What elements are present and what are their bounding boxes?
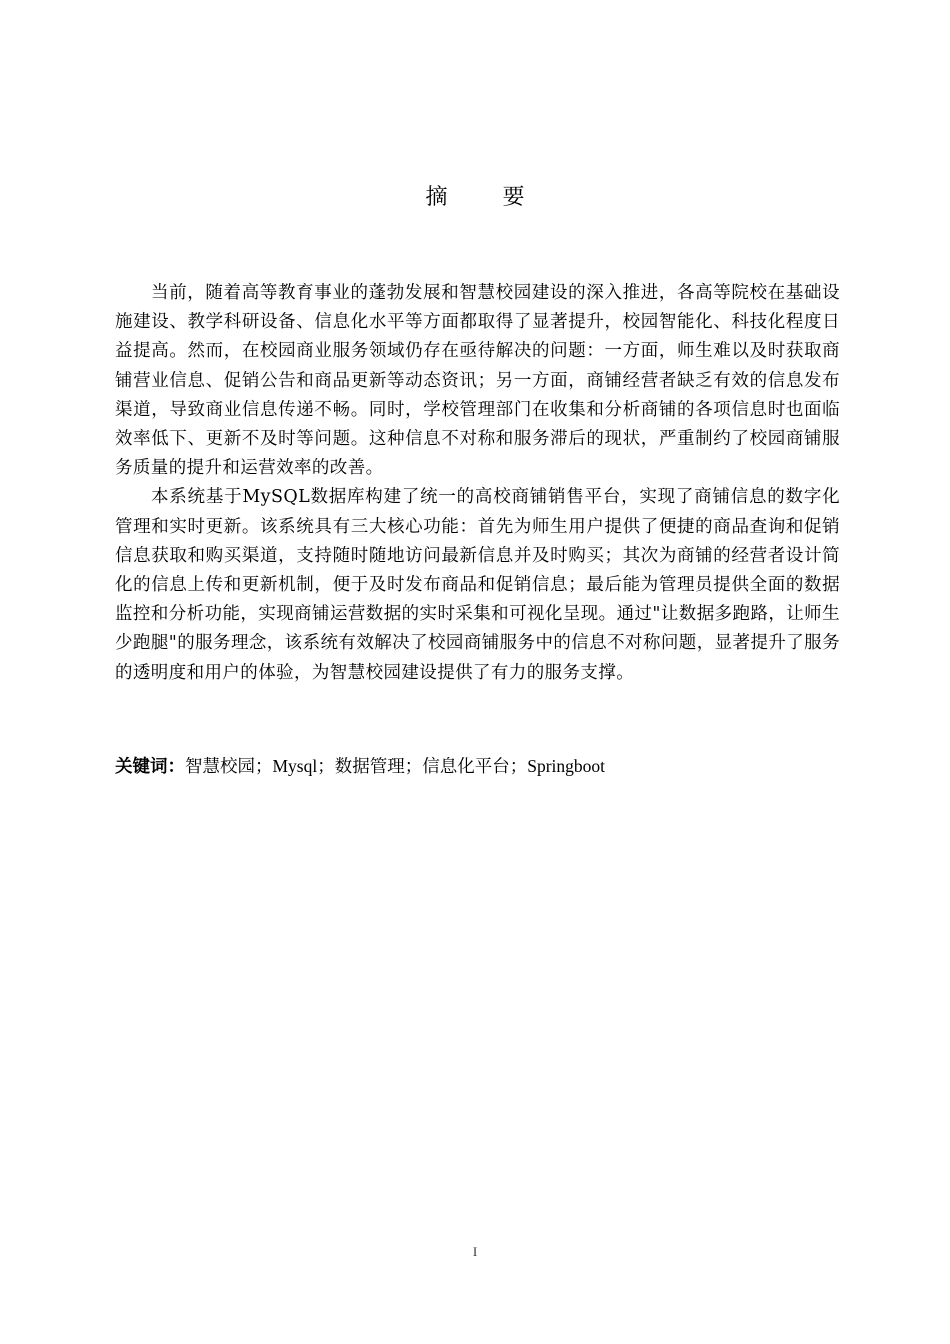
keywords-values: 智慧校园；Mysql；数据管理；信息化平台；Springboot	[185, 756, 606, 776]
abstract-paragraph-1: 当前，随着高等教育事业的蓬勃发展和智慧校园建设的深入推进，各高等院校在基础设施建设、教学科研设备、信息化水平等方面都取得了显著提升，校园智能化、科技化程度日益提高。然而，在校园商业服务领域仍存在亟待解决的问题：一方面，师生难以及时获取商铺营业信息、促销公告和商品更新等动态资讯；另一方面，商铺经营者缺乏有效的信息发布渠道，导致商业信息传递不畅。同时，学校管理部门在收集和分析商铺的各项信息时也面临效率低下、更新不及时等问题。这种信息不对称和服务滞后的现状，严重制约了校园商铺服务质量的提升和运营效率的改善。	[115, 283, 840, 479]
keywords-line	[115, 752, 855, 782]
abstract-paragraph-2: 本系统基于MySQL数据库构建了统一的高校商铺销售平台，实现了商铺信息的数字化管理和实时更新。该系统具有三大核心功能：首先为师生用户提供了便捷的商品查询和促销信息获取和购买渠道，支持随时随地访问最新信息并及时购买；其次为商铺的经营者设计简化的信息上传和更新机制，便于及时发布商品和促销信息；最后能为管理员提供全面的数据监控和分析功能，实现商铺运营数据的实时采集和可视化呈现。通过"让数据多跑路，让师生少跑腿"的服务理念，该系统有效解决了校园商铺服务中的信息不对称问题，显著提升了服务的透明度和用户的体验，为智慧校园建设提供了有力的服务支撑。	[115, 487, 840, 683]
keywords-label: 关键词：	[115, 757, 185, 777]
abstract-body	[115, 279, 840, 688]
page-number: I	[472, 1244, 478, 1259]
abstract-heading: 摘 要	[425, 185, 549, 210]
